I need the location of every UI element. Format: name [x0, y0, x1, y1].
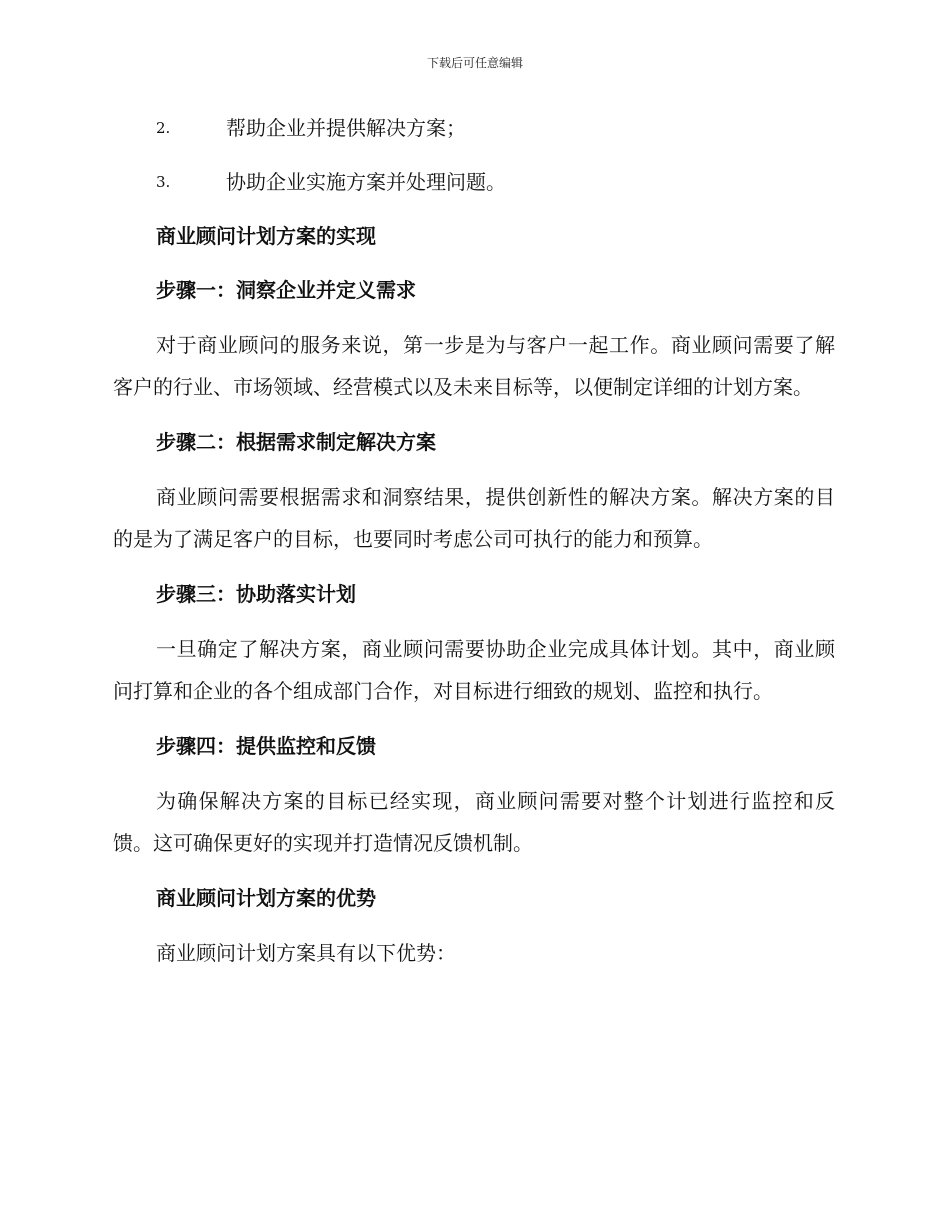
list-text: 协助企业实施方案并处理问题。 [226, 170, 506, 194]
advantages-intro: 商业顾问计划方案具有以下优势： [156, 941, 456, 965]
step2-paragraph: 商业顾问需要根据需求和洞察结果，提供创新性的解决方案。解决方案的目的是为了满足客户的目标，也要同时考虑公司可执行的能力和预算。 [113, 485, 835, 551]
list-item-3 [113, 162, 835, 216]
list-item-2 [113, 108, 835, 162]
step3-heading: 步骤三：协助落实计划 [156, 582, 356, 606]
list-number: 2. [156, 119, 171, 137]
step1-paragraph: 对于商业顾问的服务来说，第一步是为与客户一起工作。商业顾问需要了解客户的行业、市场领域、经营模式以及未来目标等，以便制定详细的计划方案。 [113, 333, 835, 399]
step4-paragraph: 为确保解决方案的目标已经实现，商业顾问需要对整个计划进行监控和反馈。这可确保更好的实现并打造情况反馈机制。 [113, 789, 835, 855]
section-heading-advantages: 商业顾问计划方案的优势 [156, 886, 376, 910]
list-number: 3. [156, 173, 171, 191]
step3-paragraph: 一旦确定了解决方案，商业顾问需要协助企业完成具体计划。其中，商业顾问打算和企业的各个组成部门合作，对目标进行细致的规划、监控和执行。 [113, 637, 835, 703]
document-body [113, 108, 835, 988]
step2-heading: 步骤二：根据需求制定解决方案 [156, 430, 436, 454]
step1-heading: 步骤一：洞察企业并定义需求 [156, 278, 416, 302]
section-heading-implementation: 商业顾问计划方案的实现 [156, 224, 376, 248]
page-header: 下载后可任意编辑 [426, 56, 523, 70]
list-text: 帮助企业并提供解决方案； [226, 116, 466, 140]
step4-heading: 步骤四：提供监控和反馈 [156, 734, 376, 758]
